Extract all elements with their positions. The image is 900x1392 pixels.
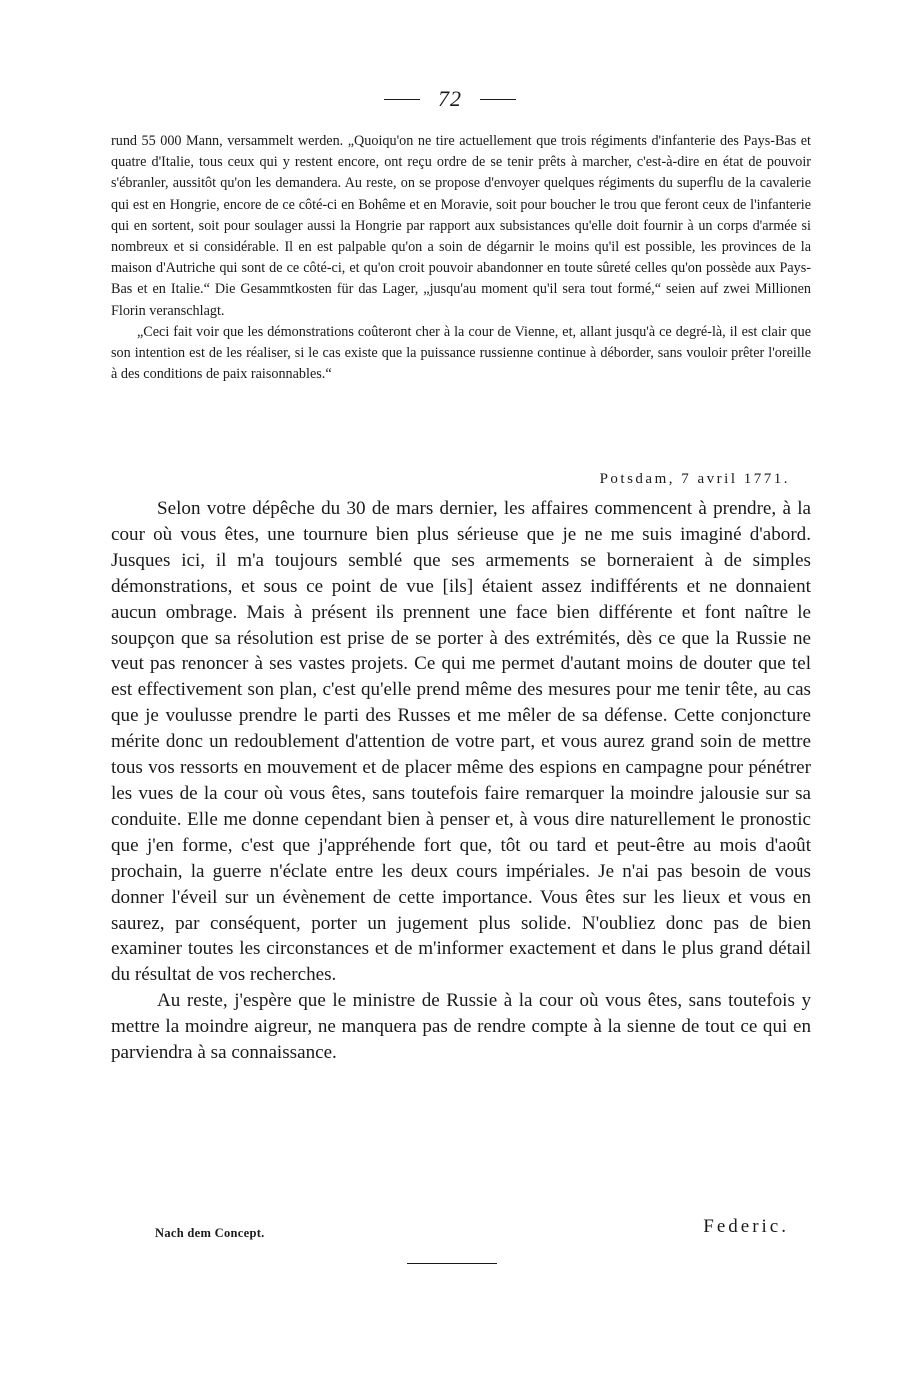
body-paragraph: Au reste, j'espère que le ministre de Russie à la cour où vous êtes, sans toutefois y mettre la moindre aigreur, ne manquera pas de rendre compte à la sienne de tout ce qui en parviendra à sa connaissance.: [111, 990, 811, 1064]
source-note: Nach dem Concept.: [155, 1226, 265, 1240]
header-rule-right: [480, 99, 516, 100]
report-excerpt: [111, 131, 811, 385]
excerpt-paragraph: rund 55 000 Mann, versammelt werden. „Quoiqu'on ne tire actuellement que trois régiments d'infanterie des Pays-Bas et quatre d'Italie, tous ceux qui y restent encore, ont reçu ordre de se tenir prêts à marcher, c'est-à-dire en état de pouvoir s'ébranler, aussitôt qu'on les demandera. Au reste, on se propose d'envoyer quelques régiments du superflu de la cavalerie qui est en Hongrie, encore de ce côté-ci en Bohême et en Moravie, soit pour boucher le trou que feront ceux de l'infanterie qui en sortent, soit pour soulager aussi la Hongrie par rapport aux subsistances qu'elle doit fournir à un corps d'armée si nombreux et si considérable. Il en est palpable qu'on a soin de dégarnir le moins qu'il est possible, les provinces de la maison d'Autriche qui sont de ce côté-ci, et qu'on croit pouvoir abandonner en toute sûreté celles qu'on possède aux Pays-Bas et en Italie.“ Die Gesammtkosten für das Lager, „jusqu'au moment qu'il sera tout formé,“ seien auf zwei Millionen Florin veranschlagt.: [111, 133, 811, 319]
footer-rule: [407, 1263, 497, 1264]
page-number: 72: [438, 86, 462, 111]
letter-body: [111, 496, 811, 1066]
page-header: [0, 86, 900, 112]
signature: Federic.: [703, 1216, 789, 1237]
body-paragraph: Selon votre dépêche du 30 de mars dernier, les affaires commencent à prendre, à la cour où vous êtes, une tournure bien plus sérieuse que je ne me suis imaginé d'abord. Jusques ici, il m'a toujours semblé que ses armements se borneraient à de simples démonstrations, et sous ce point de vue [ils] étaient assez indifférents et ne donnaient aucun ombrage. Mais à présent ils prennent une face bien différente et font naître le soupçon que sa résolution est prise de se porter à des extrémités, dès ce que la Russie ne veut pas renoncer à ses vastes projets. Ce qui me permet d'autant moins de douter que tel est effectivement son plan, c'est qu'elle prend même des mesures pour me tenir tête, au cas que je voulusse prendre le parti des Russes et me mêler de sa défense. Cette conjoncture mérite donc un redoublement d'attention de votre part, et vous aurez grand soin de mettre tous vos ressorts en mouvement et de placer même des espions en campagne pour pénétrer les vues de la cour où vous êtes, sans toutefois faire remarquer la moindre jalousie sur sa conduite. Elle me donne cependant bien à penser et, à vous dire naturellement le pronostic que j'en forme, c'est que j'appréhende fort que, tôt ou tard et peut-être au mois d'août prochain, la guerre n'éclate entre les deux cours impériales. Je n'ai pas besoin de vous donner l'éveil sur un évènement de cette importance. Vous êtes sur les lieux et vous en saurez, par conséquent, porter un jugement plus solide. N'oubliez donc pas de bien examiner toutes les circonstances et de m'informer exactement et dans le plus grand détail du résultat de vos recherches.: [111, 498, 811, 986]
excerpt-paragraph: „Ceci fait voir que les démonstrations coûteront cher à la cour de Vienne, et, allant jusqu'à ce degré-là, il est clair que son intention est de les réaliser, si le cas existe que la puissance russienne continue à déborder, sans vouloir prêter l'oreille à des conditions de paix raisonnables.“: [111, 323, 811, 383]
dateline: Potsdam, 7 avril 1771.: [599, 471, 790, 487]
header-rule-left: [384, 99, 420, 100]
